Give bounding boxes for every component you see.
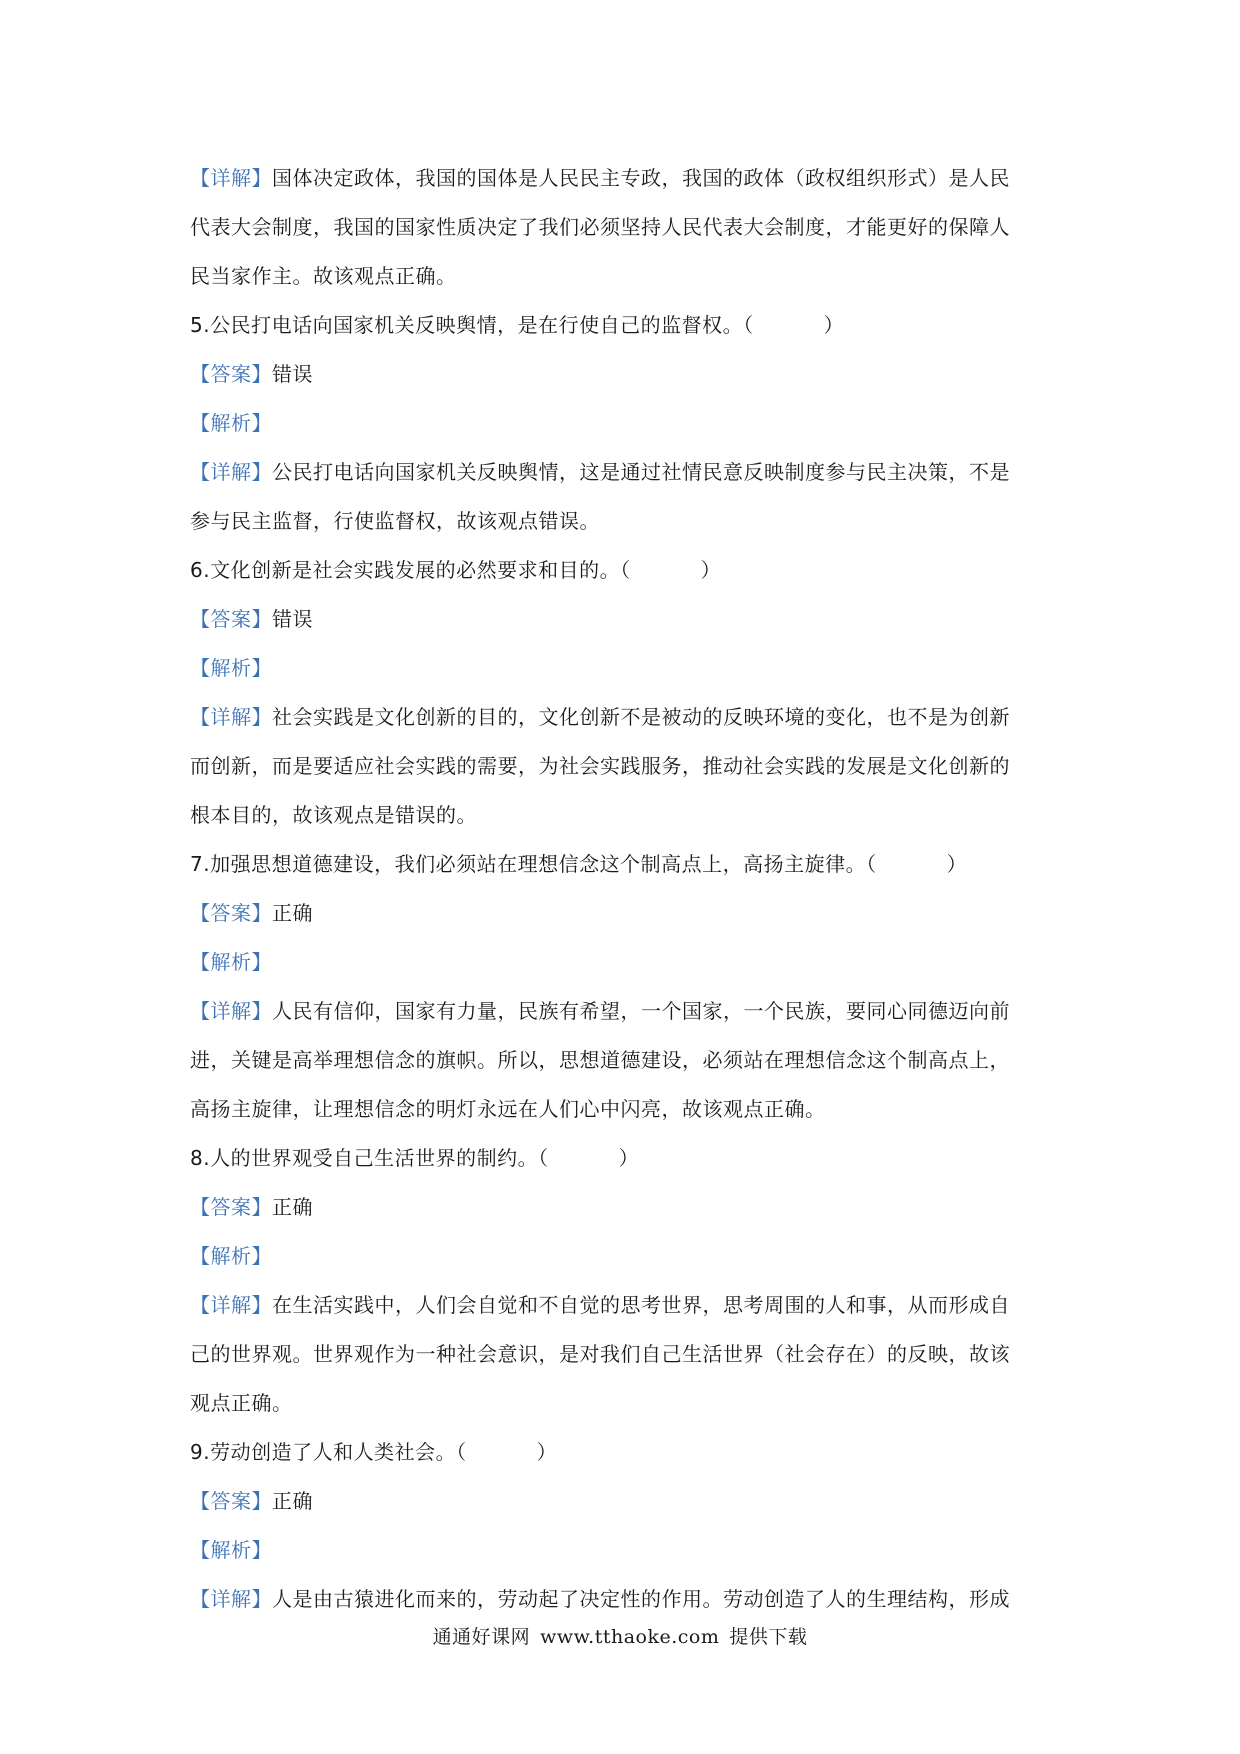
section-tag: 【答案】 (190, 1489, 272, 1513)
section-tag: 【答案】 (190, 901, 272, 925)
paragraph-text: 高扬主旋律，让理想信念的明灯永远在人们心中闪亮，故该观点正确。 (190, 1097, 826, 1121)
paragraph-line (190, 497, 1062, 546)
paragraph-line (190, 154, 1062, 203)
section-tag: 【详解】 (190, 1293, 272, 1317)
paragraph-line (190, 399, 1062, 448)
paragraph-text: 国体决定政体，我国的国体是人民民主专政，我国的政体（政权组织形式）是人民 (272, 166, 1010, 190)
paragraph-line (190, 1575, 1062, 1624)
paragraph-line (190, 889, 1062, 938)
paragraph-text: 公民打电话向国家机关反映舆情，这是通过社情民意反映制度参与民主决策，不是 (272, 460, 1010, 484)
paragraph-text: 观点正确。 (190, 1391, 293, 1415)
closing-paren: ） (618, 1146, 640, 1170)
paragraph-line (190, 1526, 1062, 1575)
paragraph-line (190, 203, 1062, 252)
section-tag: 【答案】 (190, 362, 272, 386)
section-tag: 【详解】 (190, 166, 272, 190)
section-tag: 【详解】 (190, 1587, 272, 1611)
paragraph-text: 错误 (272, 607, 313, 631)
paragraph-text: 而创新，而是要适应社会实践的需要，为社会实践服务，推动社会实践的发展是文化创新的 (190, 754, 1010, 778)
section-tag: 【解析】 (190, 1538, 272, 1562)
paragraph-text: 正确 (272, 1489, 313, 1513)
section-tag: 【详解】 (190, 705, 272, 729)
document-body (190, 154, 1062, 1624)
closing-paren: ） (700, 558, 722, 582)
section-tag: 【答案】 (190, 1195, 272, 1219)
paragraph-text: 社会实践是文化创新的目的，文化创新不是被动的反映环境的变化，也不是为创新 (272, 705, 1010, 729)
paragraph-text: 己的世界观。世界观作为一种社会意识，是对我们自己生活世界（社会存在）的反映，故该 (190, 1342, 1010, 1366)
paragraph-text: 人民有信仰，国家有力量，民族有希望，一个国家，一个民族，要同心同德迈向前 (272, 999, 1010, 1023)
paragraph-text: 错误 (272, 362, 313, 386)
paragraph-line (190, 1183, 1062, 1232)
footer-url[interactable]: www.tthaoke.com (540, 1626, 720, 1648)
paragraph-line (190, 791, 1062, 840)
paragraph-line (190, 448, 1062, 497)
section-tag: 【详解】 (190, 460, 272, 484)
paragraph-line (190, 350, 1062, 399)
paragraph-line (190, 1330, 1062, 1379)
question-text: 7.加强思想道德建设，我们必须站在理想信念这个制高点上，高扬主旋律。（ (190, 852, 877, 876)
page-footer (0, 1622, 1240, 1649)
section-tag: 【解析】 (190, 656, 272, 680)
paragraph-text: 代表大会制度，我国的国家性质决定了我们必须坚持人民代表大会制度，才能更好的保障人 (190, 215, 1010, 239)
section-tag: 【解析】 (190, 1244, 272, 1268)
section-tag: 【详解】 (190, 999, 272, 1023)
paragraph-text: 正确 (272, 1195, 313, 1219)
footer-site-name: 通通好课网 (432, 1626, 531, 1648)
paragraph-text: 民当家作主。故该观点正确。 (190, 264, 457, 288)
question-line (190, 546, 1062, 595)
question-line (190, 1134, 1062, 1183)
paragraph-line (190, 1036, 1062, 1085)
paragraph-line (190, 1085, 1062, 1134)
question-line (190, 301, 1062, 350)
paragraph-text: 参与民主监督，行使监督权，故该观点错误。 (190, 509, 600, 533)
question-text: 5.公民打电话向国家机关反映舆情，是在行使自己的监督权。（ (190, 313, 754, 337)
section-tag: 【解析】 (190, 411, 272, 435)
paragraph-line (190, 987, 1062, 1036)
question-text: 6.文化创新是社会实践发展的必然要求和目的。（ (190, 558, 631, 582)
paragraph-line (190, 595, 1062, 644)
paragraph-text: 根本目的，故该观点是错误的。 (190, 803, 477, 827)
section-tag: 【解析】 (190, 950, 272, 974)
closing-paren: ） (946, 852, 968, 876)
section-tag: 【答案】 (190, 607, 272, 631)
paragraph-line (190, 644, 1062, 693)
paragraph-text: 在生活实践中，人们会自觉和不自觉的思考世界，思考周围的人和事，从而形成自 (272, 1293, 1010, 1317)
paragraph-line (190, 1232, 1062, 1281)
paragraph-text: 正确 (272, 901, 313, 925)
paragraph-line (190, 252, 1062, 301)
closing-paren: ） (823, 313, 845, 337)
paragraph-line (190, 1477, 1062, 1526)
paragraph-line (190, 938, 1062, 987)
paragraph-text: 人是由古猿进化而来的，劳动起了决定性的作用。劳动创造了人的生理结构，形成 (272, 1587, 1010, 1611)
paragraph-line (190, 1379, 1062, 1428)
closing-paren: ） (536, 1440, 558, 1464)
paragraph-line (190, 693, 1062, 742)
question-line (190, 840, 1062, 889)
question-text: 8.人的世界观受自己生活世界的制约。（ (190, 1146, 549, 1170)
paragraph-text: 进，关键是高举理想信念的旗帜。所以，思想道德建设，必须站在理想信念这个制高点上， (190, 1048, 1010, 1072)
question-text: 9.劳动创造了人和人类社会。（ (190, 1440, 467, 1464)
paragraph-line (190, 742, 1062, 791)
footer-download-text: 提供下载 (729, 1626, 808, 1648)
paragraph-line (190, 1281, 1062, 1330)
question-line (190, 1428, 1062, 1477)
